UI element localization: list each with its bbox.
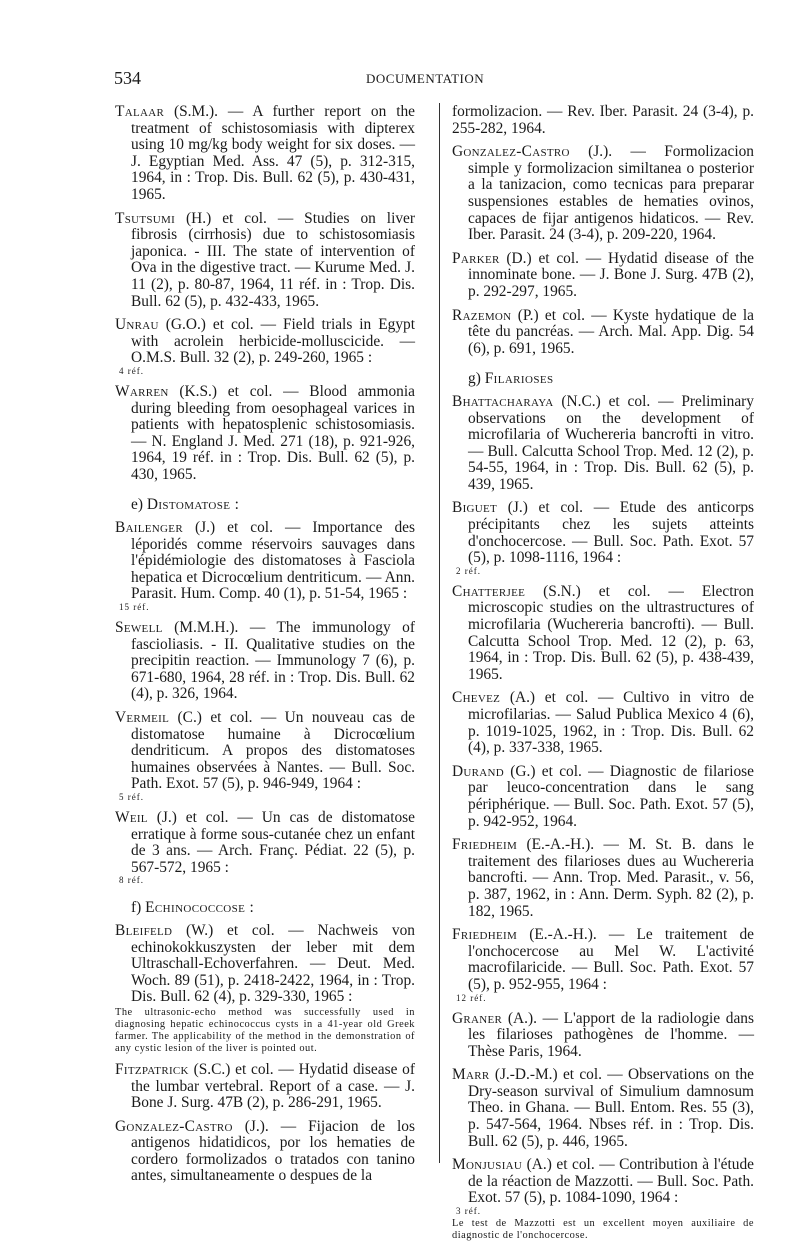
entry-author: Durand xyxy=(452,762,505,780)
bibliography-entry xyxy=(452,1011,754,1061)
bibliography-entry xyxy=(452,927,754,1003)
section-letter: e) xyxy=(131,496,143,514)
bibliography-entry xyxy=(115,710,415,803)
entry-author: Tsutsumi xyxy=(115,209,176,227)
bibliography-entry xyxy=(115,211,415,311)
running-title: DOCUMENTATION xyxy=(366,71,485,86)
entry-author: Friedheim xyxy=(452,926,518,944)
bibliography-entry xyxy=(452,251,754,301)
entry-reference: (S.M.). — A further report on the treatment of schistosomiasis with dipterex using 10 mg/kg body weight for six doses. — J. Egyptian Med. Ass. 47 (5), p. 312-315, 1964, in : Trop. Dis. Bull. 62 (5), p. 430-431, 1965. xyxy=(131,103,415,203)
entry-reference: (C.) et col. — Un nouveau cas de distomatose humaine à Dicrocœlium dendriticum. A propos des distomatoses humaines observées à Nantes. — Bull. Soc. Path. Exot. 57 (5), p. 946-949, 1964 : xyxy=(131,709,415,793)
entry-author: Chevez xyxy=(452,689,501,707)
bibliography-entry xyxy=(452,144,754,244)
entry-author: Talaar xyxy=(115,103,165,120)
entry-reference: (J.) et col. — Un cas de distomatose erratique à forme sous-cutanée chez un enfant de 3 ans. — Arch. Franç. Pédiat. 22 (5), p. 567-572, 1965 : xyxy=(131,808,415,876)
page-number: 534 xyxy=(114,68,141,88)
entry-reference: (P.) et col. — Kyste hydatique de la tête du pancréas. — Arch. Mal. App. Dig. 54 (6), p. 691, 1965. xyxy=(468,306,754,357)
bibliography-entry xyxy=(452,837,754,920)
entry-abstract: The ultrasonic-echo method was successfully used in diagnosing hepatic echinococcus cysts in a 41-year old Greek farmer. The applicability of the method in the demonstration of any cystic lesion of the liver is pointed out. xyxy=(115,1006,415,1054)
entry-reference: (A.) et col. — Contribution à l'étude de la réaction de Mazzotti. — Bull. Soc. Path. Exot. 57 (5), p. 1084-1090, 1964 : xyxy=(468,1156,754,1207)
bibliography-entry xyxy=(115,923,415,1055)
entry-reference: (J.) et col. — Importance des léporidés comme réservoirs sauvages dans l'épidémiologie des distomatoses à Fasciola hepatica et Dicrocœlium dentriticum. — Ann. Parasit. Hum. Comp. 40 (1), p. 51-54, 1965 : xyxy=(131,519,415,603)
entry-author: Unrau xyxy=(115,316,159,334)
entry-reference: (E.-A.-H.). — Le traitement de l'onchocercose au Mel W. L'activité macrofilaricide. — Bull. Soc. Path. Exot. 57 (5), p. 952-955, 1964 : xyxy=(468,926,754,993)
entry-reference: (J.) et col. — Etude des anticorps précipitants chez les sujets atteints d'onchocercose. — Bull. Soc. Path. Exot. 57 (5), p. 1098-1116, 1964 : xyxy=(468,499,754,567)
entry-abstract: Le test de Mazzotti est un excellent moyen auxiliaire de diagnostic de l'onchocercose. xyxy=(452,1218,754,1242)
entry-author: Marr xyxy=(452,1066,490,1084)
reference-count-note: 15 réf. xyxy=(119,602,150,613)
entry-reference: (G.) et col. — Diagnostic de filariose par leuco-concentration dans le sang périphérique. — Bull. Soc. Path. Exot. 57 (5), p. 942-952, 1964. xyxy=(468,762,754,830)
entry-author: Gonzalez-Castro xyxy=(452,143,570,161)
entry-author: Weil xyxy=(115,808,148,826)
bibliography-entry xyxy=(115,1119,415,1185)
bibliography-entry xyxy=(115,810,415,886)
bibliography-entry xyxy=(452,394,754,494)
bibliography-entry xyxy=(115,317,415,377)
bibliography-entry-continued: formolizacion. — Rev. Iber. Parasit. 24 (3-4), p. 255-282, 1964. xyxy=(452,103,754,137)
entry-reference: (S.N.) et col. — Electron microscopic studies on the ultrastructures of microfilaria (Wuchereria bancrofti). — Bull. Calcutta School Trop. Med. 12 (2), p. 63, 1964, in : Trop. Dis. Bull. 62 (5), p. 438-439, 1965. xyxy=(468,582,754,683)
entry-author: Chatterjee xyxy=(452,582,526,600)
entry-author: Sewell xyxy=(115,619,163,637)
section-letter: f) xyxy=(131,899,142,917)
entry-author: Biguet xyxy=(452,499,498,517)
section-letter: g) xyxy=(468,370,481,388)
section-name: Distomatose : xyxy=(146,496,240,514)
entry-reference: (S.C.) et col. — Hydatid disease of the lumbar vertebral. Report of a case. — J. Bone J. Surg. 47B (2), p. 286-291, 1965. xyxy=(131,1060,415,1112)
bibliography-entry xyxy=(452,584,754,684)
entry-author: Vermeil xyxy=(115,709,170,726)
reference-count-note: 3 réf. xyxy=(456,1206,481,1217)
bibliography-entry xyxy=(452,764,754,830)
entry-reference: (J.). — Formolizacion simple y formolizacion similtanea o posterior a la tanizacion, como tecnicas para preparar suspensiones estables de hematies ovinos, capaces de fijar antigenos hidaticos. — Rev. Iber. Parasit. 24 (3-4), p. 209-220, 1964. xyxy=(468,143,754,244)
left-column xyxy=(115,104,415,1192)
section-heading xyxy=(468,371,754,388)
entry-author: Bleifeld xyxy=(115,921,173,939)
entry-author: Fitzpatrick xyxy=(115,1060,189,1078)
section-heading xyxy=(131,900,415,917)
entry-reference: (A.). — L'apport de la radiologie dans les filarioses pathogènes de l'homme. — Thèse Paris, 1964. xyxy=(468,1009,754,1060)
column-divider xyxy=(439,103,440,1163)
entry-reference: (H.) et col. — Studies on liver fibrosis (cirrhosis) due to schistosomiasis japonica. - III. The state of intervention of Ova in the digestive tract. — Kurume Med. J. 11 (2), p. 80-87, 1964, 11 réf. in : Trop. Dis. Bull. 62 (5), p. 432-433, 1965. xyxy=(131,209,415,310)
bibliography-entry xyxy=(452,690,754,756)
entry-author: Parker xyxy=(452,249,500,267)
entry-reference: (J.-D.-M.) et col. — Observations on the Dry-season survival of Simulium damnosum Theo. in Ghana. — Bull. Entom. Res. 55 (3), p. 547-564, 1964. Nbses réf. in : Trop. Dis. Bull. 62 (5), p. 446, 1965. xyxy=(468,1066,754,1150)
section-heading xyxy=(131,497,415,514)
reference-count-note: 2 réf. xyxy=(456,565,481,576)
bibliography-entry xyxy=(452,1157,754,1242)
entry-reference: (N.C.) et col. — Preliminary observations on the development of microfilaria of Wuchereria bancrofti in vitro. — Bull. Calcutta School Trop. Med. 12 (2), p. 54-55, 1964, in : Trop. Dis. Bull. 62 (5), p. 439, 1965. xyxy=(468,392,754,493)
bibliography-entry xyxy=(115,620,415,703)
entry-reference: (E.-A.-H.). — M. St. B. dans le traitement des filarioses dues au Wuchereria bancrofti. — Ann. Trop. Med. Parasit., v. 56, p. 387, 1962, in : Ann. Derm. Syph. 82 (2), p. 182, 1965. xyxy=(468,836,754,920)
reference-count-note: 4 réf. xyxy=(119,365,144,376)
entry-author: Bhattacharaya xyxy=(452,392,554,410)
right-column xyxy=(452,104,754,1249)
bibliography-entry xyxy=(452,308,754,358)
entry-reference: (W.) et col. — Nachweis von echinokokkuszysten der leber mit dem Ultraschall-Echoverfahren. — Deut. Med. Woch. 89 (51), p. 2418-2422, 1964, in : Trop. Dis. Bull. 62 (4), p. 329-330, 1965 : xyxy=(131,921,415,1006)
bibliography-entry xyxy=(115,104,415,204)
entry-author: Gonzalez-Castro xyxy=(115,1117,233,1135)
entry-author: Razemon xyxy=(452,306,512,324)
entry-author: Graner xyxy=(452,1009,503,1027)
bibliography-entry xyxy=(452,500,754,576)
section-name: Echinococcose : xyxy=(145,899,255,917)
reference-count-note: 8 réf. xyxy=(119,875,144,886)
entry-author: Friedheim xyxy=(452,836,518,854)
bibliography-entry xyxy=(452,1067,754,1150)
entry-reference: (D.) et col. — Hydatid disease of the innominate bone. — J. Bone J. Surg. 47B (2), p. 292-297, 1965. xyxy=(468,249,754,300)
reference-count-note: 12 réf. xyxy=(456,992,487,1003)
bibliography-entry xyxy=(115,1062,415,1112)
entry-reference: (J.). — Fijacion de los antigenos hidatidicos, por los hematies de cordero formolizados o tratados con tanino antes, simultaneamente o despues de la xyxy=(131,1117,415,1185)
entry-author: Monjusiau xyxy=(452,1156,523,1174)
entry-reference: (G.O.) et col. — Field trials in Egypt with acrolein herbicide-molluscicide. — O.M.S. Bull. 32 (2), p. 249-260, 1965 : xyxy=(131,316,415,367)
bibliography-entry xyxy=(115,520,415,613)
entry-author: Warren xyxy=(115,382,169,400)
entry-reference: (M.M.H.). — The immunology of fascioliasis. - II. Qualitative studies on the precipitin reaction. — Immunology 7 (6), p. 671-680, 1964, 28 réf. in : Trop. Dis. Bull. 62 (4), p. 326, 1964. xyxy=(131,619,415,703)
entry-reference: (K.S.) et col. — Blood ammonia during bleeding from oesophageal varices in patients with hepatosplenic schistosomiasis. — N. England J. Med. 271 (18), p. 921-926, 1964, 19 réf. in : Trop. Dis. Bull. 62 (5), p. 430, 1965. xyxy=(131,382,415,483)
section-name: Filarioses xyxy=(484,370,554,388)
bibliography-entry xyxy=(115,384,415,484)
entry-author: Bailenger xyxy=(115,519,183,537)
reference-count-note: 5 réf. xyxy=(119,791,144,802)
entry-reference: (A.) et col. — Cultivo in vitro de microfilarias. — Salud Publica Mexico 4 (6), p. 1019-1025, 1962, in : Trop. Dis. Bull. 62 (4), p. 337-338, 1965. xyxy=(468,689,754,757)
